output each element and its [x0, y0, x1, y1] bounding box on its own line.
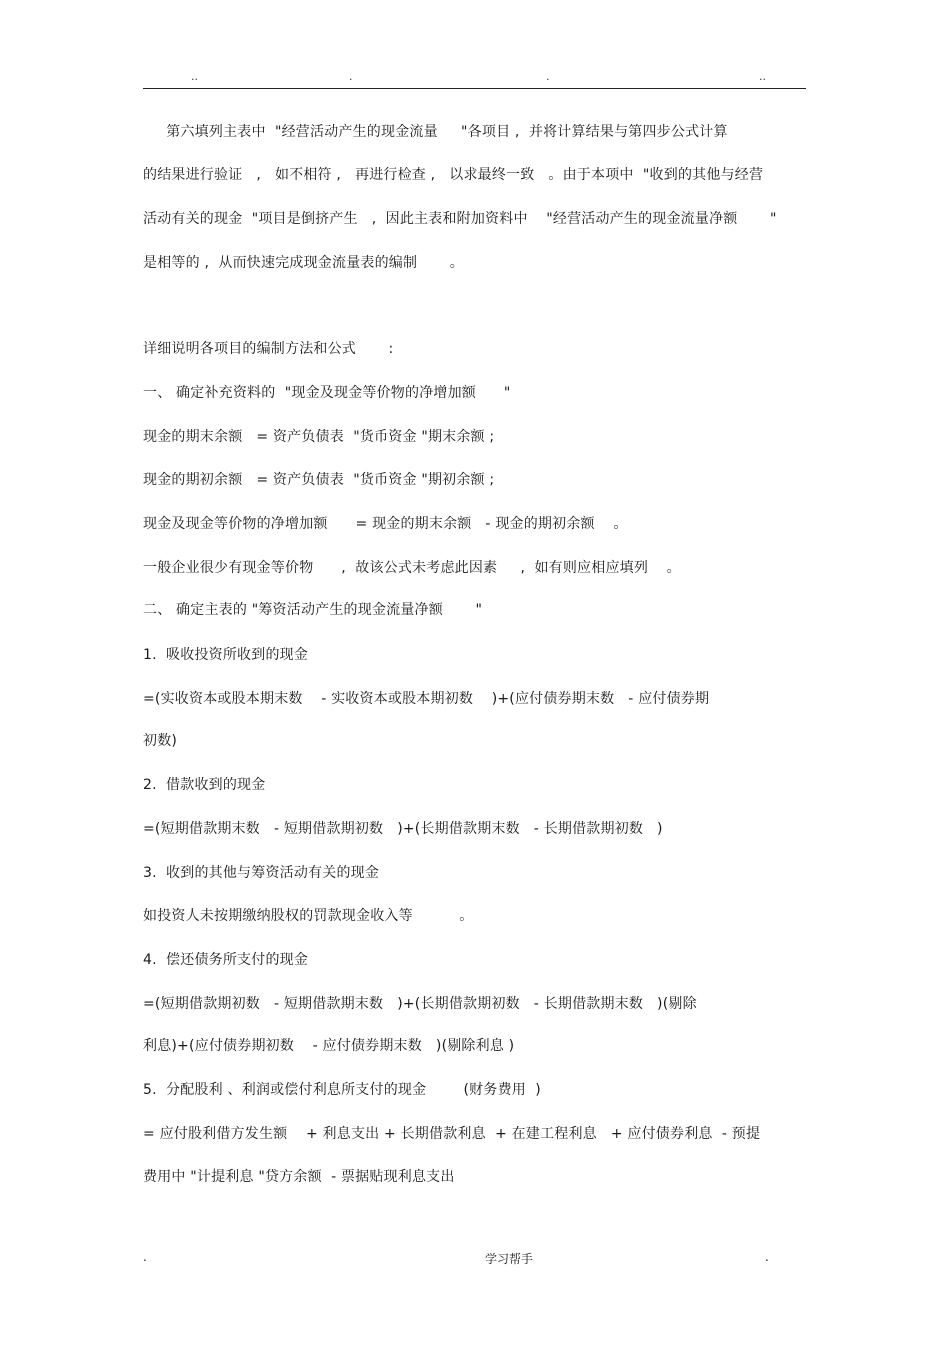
item-title: 2. 借款收到的现金: [143, 777, 266, 793]
note-line: 如投资人未按期缴纳股权的罚款现金收入等 。: [143, 908, 474, 924]
page-header: [143, 70, 806, 86]
header-mark: .: [546, 70, 550, 83]
paragraph-line: 第六填列主表中 "经营活动产生的现金流量 "各项目 , 并将计算结果与第四步公式计算: [143, 124, 728, 140]
formula-line: = 应付股利借方发生额 + 利息支出 + 长期借款利息 + 在建工程利息 + 应付债券利息 - 预提: [143, 1126, 761, 1142]
formula-line: 利息)+(应付债券期初数 - 应付债券期末数 )(剔除利息 ): [143, 1038, 515, 1054]
formula-line: 现金的期初余额 = 资产负债表 "货币资金 "期初余额 ;: [143, 472, 495, 488]
header-rule: [143, 88, 806, 89]
formula-line: =(短期借款期末数 - 短期借款期初数 )+(长期借款期末数 - 长期借款期初数 ): [143, 821, 663, 837]
paragraph-line: 活动有关的现金 "项目是倒挤产生 , 因此主表和附加资料中 "经营活动产生的现金流量净额 ": [143, 211, 777, 227]
item-title: 4. 偿还债务所支付的现金: [143, 952, 309, 968]
formula-line: 现金的期末余额 = 资产负债表 "货币资金 "期末余额 ;: [143, 429, 495, 445]
header-mark: ..: [759, 70, 766, 83]
paragraph-line: 的结果进行验证 , 如不相符 , 再进行检查 , 以求最终一致 。由于本项中 "收到的其他与经营: [143, 167, 764, 183]
formula-line: 费用中 "计提利息 "贷方余额 - 票据贴现利息支出: [143, 1169, 455, 1185]
section-title-2: 二、 确定主表的 "筹资活动产生的现金流量净额 ": [143, 602, 483, 618]
footer-left-mark: .: [143, 1250, 147, 1264]
note-line: 一般企业很少有现金等价物 , 故该公式未考虑此因素 , 如有则应相应填列 。: [143, 560, 681, 576]
formula-line: =(短期借款期初数 - 短期借款期末数 )+(长期借款期初数 - 长期借款期末数 )(剔除: [143, 996, 697, 1012]
paragraph-line: 是相等的 , 从而快速完成现金流量表的编制 。: [143, 255, 464, 271]
item-title: 3. 收到的其他与筹资活动有关的现金: [143, 865, 380, 881]
item-title: 1. 吸收投资所收到的现金: [143, 647, 309, 663]
header-mark: .: [349, 70, 353, 83]
item-title: 5. 分配股利 、利润或偿付利息所支付的现金 (财务费用 ): [143, 1082, 541, 1098]
footer-right-mark: .: [765, 1250, 769, 1264]
section-title-1: 一、 确定补充资料的 "现金及现金等价物的净增加额 ": [143, 385, 511, 401]
section-heading: 详细说明各项目的编制方法和公式 :: [143, 341, 394, 357]
page-footer: [143, 1250, 806, 1270]
formula-line: 初数): [143, 733, 178, 749]
header-mark: ..: [191, 70, 198, 83]
formula-line: =(实收资本或股本期末数 - 实收资本或股本期初数 )+(应付债券期末数 - 应付债券期: [143, 691, 710, 707]
footer-title: 学习帮手: [485, 1252, 534, 1266]
formula-line: 现金及现金等价物的净增加额 = 现金的期末余额 - 现金的期初余额 。: [143, 516, 628, 532]
